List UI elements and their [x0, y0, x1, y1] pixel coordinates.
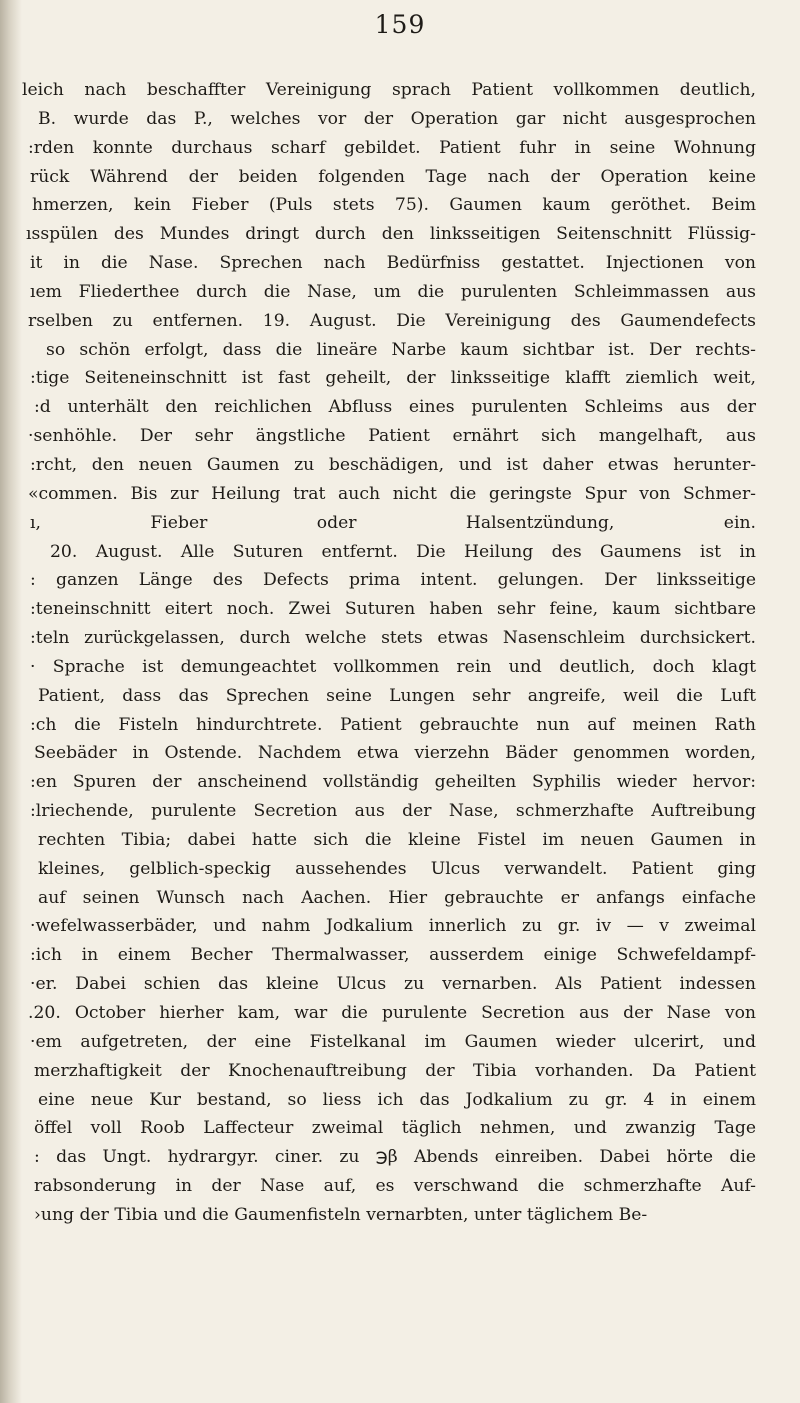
text-line: leich nach beschaffter Vereinigung sprach Patient vollkommen deutlich,	[22, 80, 756, 100]
text-line: : das Ungt. hydrargyr. ciner. zu ℈β Abends einreiben. Dabei hörte die	[34, 1147, 756, 1168]
text-line: :d unterhält den reichlichen Abfluss eines purulenten Schleims aus der	[34, 397, 756, 418]
text-line: :ch die Fisteln hindurchtrete. Patient gebrauchte nun auf meinen Rath	[30, 714, 756, 735]
text-line: ·em aufgetreten, der eine Fistelkanal im Gaumen wieder ulcerirt, und	[30, 1031, 756, 1052]
text-line: : ganzen Länge des Defects prima intent. gelungen. Der linksseitige	[30, 570, 756, 591]
text-line: ı, Fieber oder Halsentzündung, ein.	[30, 512, 756, 533]
text-line: :rden konnte durchaus scharf gebildet. Patient fuhr in seine Wohnung	[28, 137, 756, 158]
text-line: eine neue Kur bestand, so liess ich das Jodkalium zu gr. 4 in einem	[38, 1089, 756, 1110]
text-line: ısspülen des Mundes dringt durch den linksseitigen Seitenschnitt Flüssig-	[26, 224, 756, 245]
text-line: ·senhöhle. Der sehr ängstliche Patient ernährt sich mangelhaft, aus	[28, 426, 756, 447]
text-line: rabsonderung in der Nase auf, es verschwand die schmerzhafte Auf-	[34, 1176, 756, 1197]
text-line: ıem Fliederthee durch die Nase, um die purulenten Schleimmassen aus	[30, 281, 756, 302]
text-line: auf seinen Wunsch nach Aachen. Hier gebrauchte er anfangs einfache	[38, 887, 756, 908]
text-line: Patient, dass das Sprechen seine Lungen sehr angreife, weil die Luft	[38, 685, 756, 706]
text-line: :teln zurückgelassen, durch welche stets etwas Nasenschleim durchsickert.	[30, 628, 756, 649]
text-line: .20. October hierher kam, war die purulente Secretion aus der Nase von	[28, 1003, 756, 1023]
text-line: rselben zu entfernen. 19. August. Die Vereinigung des Gaumendefects	[28, 310, 756, 331]
text-line: so schön erfolgt, dass die lineäre Narbe kaum sichtbar ist. Der rechts-	[46, 339, 756, 360]
text-line: · Sprache ist demungeachtet vollkommen rein und deutlich, doch klagt	[30, 656, 756, 677]
text-line: 20. August. Alle Suturen entfernt. Die Heilung des Gaumens ist in	[50, 541, 756, 562]
text-line: rechten Tibia; dabei hatte sich die kleine Fistel im neuen Gaumen in	[38, 829, 756, 850]
text-line: merzhaftigkeit der Knochenauftreibung der Tibia vorhanden. Da Patient	[34, 1060, 756, 1081]
text-line: :en Spuren der anscheinend vollständig geheilten Syphilis wieder hervor:	[30, 772, 756, 793]
text-line: B. wurde das P., welches vor der Operation gar nicht ausgesprochen	[38, 108, 756, 129]
text-line: rück Während der beiden folgenden Tage nach der Operation keine	[30, 166, 756, 187]
text-line: it in die Nase. Sprechen nach Bedürfniss gestattet. Injectionen von	[30, 253, 756, 274]
body-text	[0, 76, 756, 1230]
text-line: kleines, gelblich-speckig aussehendes Ulcus verwandelt. Patient ging	[38, 858, 756, 879]
text-line: :ich in einem Becher Thermalwasser, ausserdem einige Schwefeldampf-	[30, 945, 756, 966]
text-line: :rcht, den neuen Gaumen zu beschädigen, und ist daher etwas herunter-	[30, 454, 756, 475]
text-line: ·er. Dabei schien das kleine Ulcus zu vernarben. Als Patient indessen	[30, 974, 756, 995]
page-number: 159	[374, 10, 426, 39]
text-line: ›ung der Tibia und die Gaumenfisteln vernarbten, unter täglichem Be-	[34, 1204, 648, 1225]
text-line: :teneinschnitt eitert noch. Zwei Suturen haben sehr feine, kaum sichtbare	[30, 599, 756, 620]
text-line: :lriechende, purulente Secretion aus der Nase, schmerzhafte Auftreibung	[30, 801, 756, 822]
text-line: hmerzen, kein Fieber (Puls stets 75). Gaumen kaum geröthet. Beim	[32, 195, 756, 216]
text-line: öffel voll Roob Laffecteur zweimal täglich nehmen, und zwanzig Tage	[34, 1118, 756, 1139]
text-line: Seebäder in Ostende. Nachdem etwa vierzehn Bäder genommen worden,	[34, 743, 756, 764]
text-line: ·wefelwasserbäder, und nahm Jodkalium innerlich zu gr. iv — v zweimal	[30, 916, 756, 937]
text-line: :tige Seiteneinschnitt ist fast geheilt, der linksseitige klafft ziemlich weit,	[30, 368, 756, 389]
text-line: «commen. Bis zur Heilung trat auch nicht die geringste Spur von Schmer-	[28, 483, 756, 504]
